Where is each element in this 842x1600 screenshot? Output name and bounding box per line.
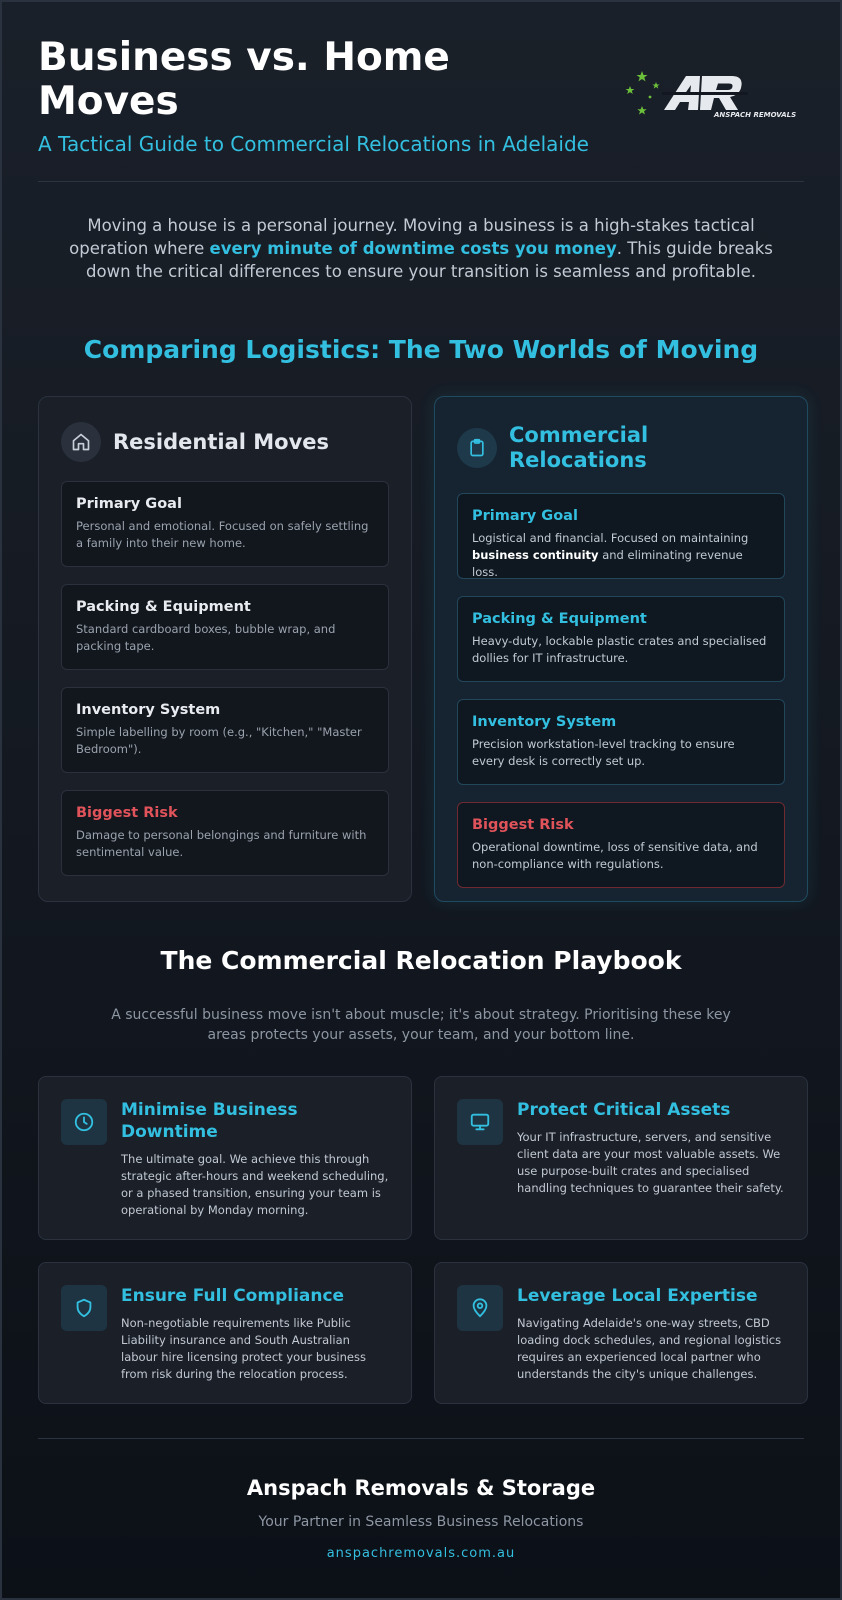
commercial-header	[457, 417, 785, 479]
residential-card-packing: Packing & Equipment Standard cardboard boxes, bubble wrap, and packing tape.	[61, 584, 389, 670]
home-icon	[61, 422, 101, 462]
residential-column	[38, 396, 412, 902]
residential-card-inventory: Inventory System Simple labelling by room (e.g., "Kitchen," "Master Bedroom").	[61, 687, 389, 773]
footer-company-name: Anspach Removals & Storage	[246, 1476, 596, 1500]
residential-header	[61, 417, 389, 467]
logo-wordmark: ANSPACH REMOVALS	[714, 111, 797, 119]
footer-tagline: Your Partner in Seamless Business Relocations	[258, 1514, 584, 1530]
anspach-logo	[622, 64, 802, 124]
footer	[2, 1476, 840, 1561]
playbook-intro: A successful business move isn't about muscle; it's about strategy. Prioritising these key areas protects your assets, your team, and your bottom line.	[111, 1007, 731, 1043]
commercial-title: Commercial Relocations	[509, 423, 649, 472]
intro-highlight: every minute of downtime costs you money	[209, 239, 617, 258]
map-pin-icon	[457, 1285, 503, 1331]
commercial-card-packing: Packing & Equipment Heavy-duty, lockable plastic crates and specialised dollies for IT infrastructure.	[457, 596, 785, 682]
commercial-column	[434, 396, 808, 902]
residential-title: Residential Moves	[113, 429, 330, 454]
monitor-icon	[457, 1099, 503, 1145]
page-title: Business vs. Home Moves	[38, 35, 450, 124]
clipboard-icon	[457, 428, 497, 468]
clock-icon	[61, 1099, 107, 1145]
playbook-item-local: Leverage Local Expertise Navigating Adelaide's one-way streets, CBD loading dock schedules, and regional logistics requires an experienced local partner who understands the city's unique challenges.	[434, 1262, 808, 1404]
shield-icon	[61, 1285, 107, 1331]
playbook-item-downtime: Minimise Business Downtime The ultimate goal. We achieve this through strategic after-hours and weekend scheduling, or a phased transition, ensuring your team is operational by Monday morning.	[38, 1076, 412, 1240]
footer-divider	[38, 1438, 804, 1439]
commercial-card-primary-goal: Primary Goal Logistical and financial. Focused on maintaining business continuity and eliminating revenue loss.	[457, 493, 785, 579]
header	[38, 36, 804, 186]
footer-website-link[interactable]: anspachremovals.com.au	[326, 1546, 516, 1561]
intro-paragraph: Moving a house is a personal journey. Moving a business is a high-stakes tactical operation where every minute of downtime costs you money. This guide breaks down the critical differences to ensure your transition is seamless and profitable.	[69, 216, 773, 281]
playbook-item-assets: Protect Critical Assets Your IT infrastructure, servers, and sensitive client data are your most valuable assets. We use purpose-built crates and specialised handling techniques to guarantee their safety.	[434, 1076, 808, 1240]
residential-card-primary-goal: Primary Goal Personal and emotional. Focused on safely settling a family into their new home.	[61, 481, 389, 567]
residential-card-risk: Biggest Risk Damage to personal belongings and furniture with sentimental value.	[61, 790, 389, 876]
playbook-title: The Commercial Relocation Playbook	[160, 946, 682, 975]
commercial-card-inventory: Inventory System Precision workstation-level tracking to ensure every desk is correctly set up.	[457, 699, 785, 785]
header-divider	[38, 181, 804, 182]
comparison-title: Comparing Logistics: The Two Worlds of Moving	[83, 335, 759, 364]
page-subtitle: A Tactical Guide to Commercial Relocations in Adelaide	[38, 132, 589, 156]
commercial-card-risk: Biggest Risk Operational downtime, loss of sensitive data, and non-compliance with regulations.	[457, 802, 785, 888]
playbook-item-compliance: Ensure Full Compliance Non-negotiable requirements like Public Liability insurance and South Australian labour hire licensing protect your business from risk during the relocation process.	[38, 1262, 412, 1404]
